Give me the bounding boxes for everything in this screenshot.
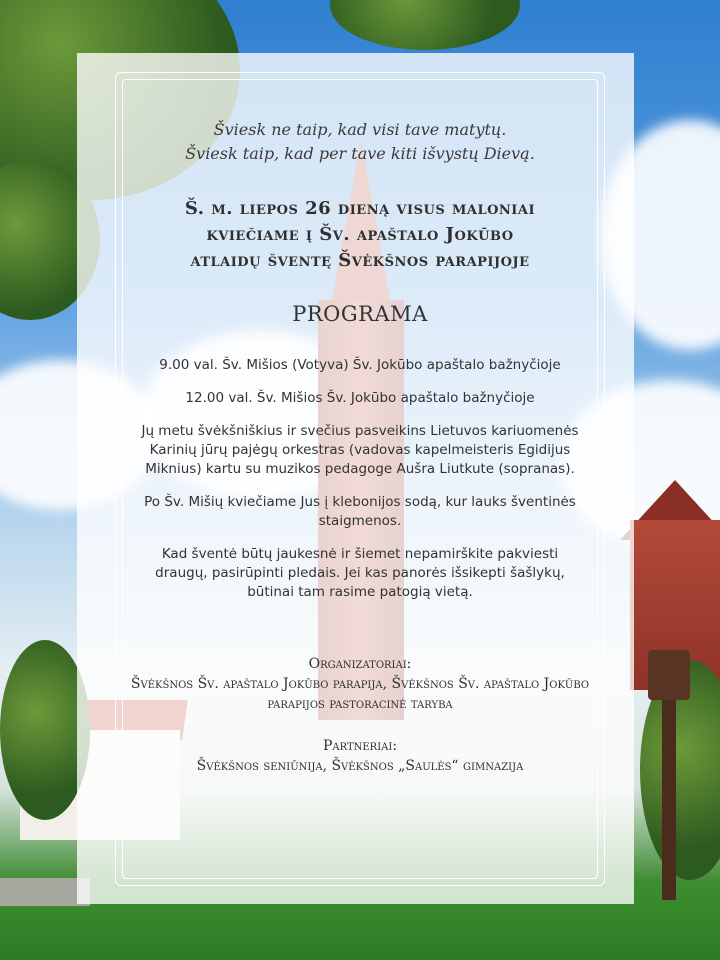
- partners-text: Švėkšnos seniūnija, Švėkšnos „Saulės“ gimnazija: [196, 758, 524, 774]
- program-item: 9.00 val. Šv. Mišios (Votyva) Šv. Jokūbo apaštalo bažnyčioje: [159, 357, 561, 373]
- program-title: PROGRAMA: [292, 302, 428, 326]
- invitation-heading: [110, 196, 610, 274]
- program-item: 12.00 val. Šv. Mišios Šv. Jokūbo apaštalo bažnyčioje: [185, 390, 535, 406]
- program-item: Kad šventė būtų jaukesnė ir šiemet nepamirškite pakviesti draugų, pasirūpinti pledais. Jei kas panorės išsikepti šašlykų, būtinai tam rasime patogią vietą.: [155, 546, 565, 600]
- quote-line: Šviesk taip, kad per tave kiti išvystų Dievą.: [185, 144, 535, 163]
- lantern: [648, 650, 690, 700]
- lamp-post: [662, 690, 676, 900]
- quote: [110, 118, 610, 166]
- tree-canopy: [330, 0, 520, 50]
- invitation-line: kviečiame į Šv. apaštalo Jokūbo: [206, 224, 514, 245]
- organizers-text: Švėkšnos Šv. apaštalo Jokūbo parapija, Švėkšnos Šv. apaštalo Jokūbo parapijos pastoracinė taryba: [130, 676, 590, 712]
- quote-line: Šviesk ne taip, kad visi tave matytų.: [213, 120, 507, 139]
- program-item: Jų metu švėkšniškius ir svečius pasveikins Lietuvos kariuomenės Karinių jūrų pajėgų orkestras (vadovas kapelmeisteris Egidijus Miknius) kartu su muzikos pedagoge Aušra Liutkute (sopranas).: [141, 423, 579, 477]
- partners-label: Partneriai:: [322, 738, 398, 754]
- organizers-label: Organizatoriai:: [308, 656, 412, 672]
- invitation-line: atlaidų šventę Švėkšnos parapijoje: [190, 250, 530, 271]
- poster-content: [110, 118, 610, 776]
- invitation-line: Š. m. liepos 26 dieną visus maloniai: [184, 198, 536, 219]
- program-item: Po Šv. Mišių kviečiame Jus į klebonijos sodą, kur lauks šventinės staigmenos.: [144, 494, 576, 529]
